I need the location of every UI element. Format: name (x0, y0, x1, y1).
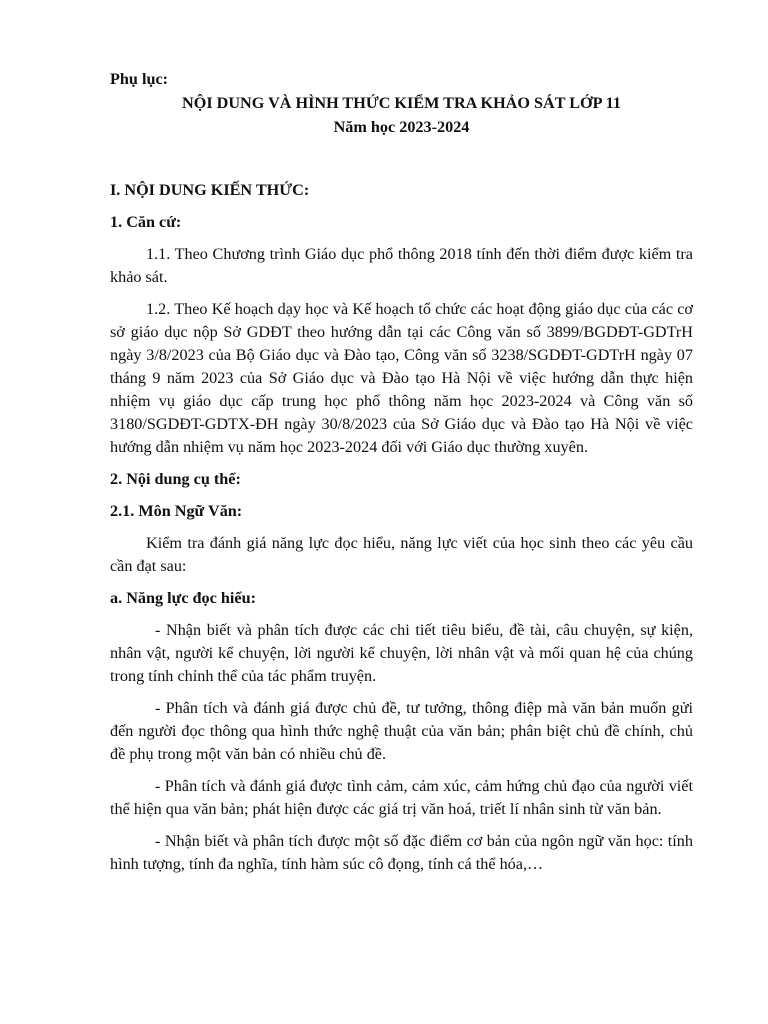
document-page (110, 68, 693, 876)
reading-item-3: - Phân tích và đánh giá được tình cảm, cảm xúc, cảm hứng chủ đạo của người viết thể hiện qua văn bản; phát hiện được các giá trị văn hoá, triết lí nhân sinh từ văn bản. (110, 777, 693, 818)
reading-item-4: - Nhận biết và phân tích được một số đặc điểm cơ bản của ngôn ngữ văn học: tính hình tượng, tính đa nghĩa, tính hàm súc cô đọng, tính cá thể hóa,… (110, 832, 693, 873)
basis-paragraph-2: 1.2. Theo Kế hoạch dạy học và Kế hoạch tổ chức các hoạt động giáo dục của các cơ sở giáo dục nộp Sở GDĐT theo hướng dẫn tại các Công văn số 3899/BGDĐT-GDTrH ngày 3/8/2023 của Bộ Giáo dục và Đào tạo, Công văn số 3238/SGDĐT-GDTrH ngày 07 tháng 9 năm 2023 của Sở Giáo dục và Đào tạo Hà Nội về việc hướng dẫn thực hiện nhiệm vụ giáo dục cấp trung học phổ thông năm học 2023-2024 và Công văn số 3180/SGDĐT-GDTX-ĐH ngày 30/8/2023 của Sở Giáo dục và Đào tạo Hà Nội về việc hướng dẫn nhiệm vụ năm học 2023-2024 đối với Giáo dục thường xuyên. (110, 300, 693, 456)
appendix-label: Phụ lục: (110, 70, 169, 88)
section-heading-knowledge: I. NỘI DUNG KIẾN THỨC: (110, 181, 310, 199)
subsection-heading-content: 2. Nội dung cụ thể: (110, 470, 241, 488)
school-year: Năm học 2023-2024 (333, 118, 470, 136)
subject-heading-literature: 2.1. Môn Ngữ Văn: (110, 502, 243, 520)
subsection-heading-basis: 1. Căn cứ: (110, 213, 182, 231)
basis-paragraph-1: 1.1. Theo Chương trình Giáo dục phổ thông 2018 tính đến thời điểm được kiểm tra khảo sát. (110, 245, 693, 286)
reading-competency-heading: a. Năng lực đọc hiểu: (110, 589, 256, 607)
reading-item-2: - Phân tích và đánh giá được chủ đề, tư tưởng, thông điệp mà văn bản muốn gửi đến người đọc thông qua hình thức nghệ thuật của văn bản; phân biệt chủ đề chính, chủ đề phụ trong một văn bản có nhiều chủ đề. (110, 699, 693, 763)
reading-item-1: - Nhận biết và phân tích được các chi tiết tiêu biểu, đề tài, câu chuyện, sự kiện, nhân vật, người kể chuyện, lời người kể chuyện, lời nhân vật và mối quan hệ của chúng trong tính chỉnh thể của tác phẩm truyện. (110, 621, 693, 685)
literature-intro: Kiểm tra đánh giá năng lực đọc hiểu, năng lực viết của học sinh theo các yêu cầu cần đạt sau: (110, 534, 693, 575)
document-title: NỘI DUNG VÀ HÌNH THỨC KIỂM TRA KHẢO SÁT LỚP 11 (182, 94, 621, 112)
